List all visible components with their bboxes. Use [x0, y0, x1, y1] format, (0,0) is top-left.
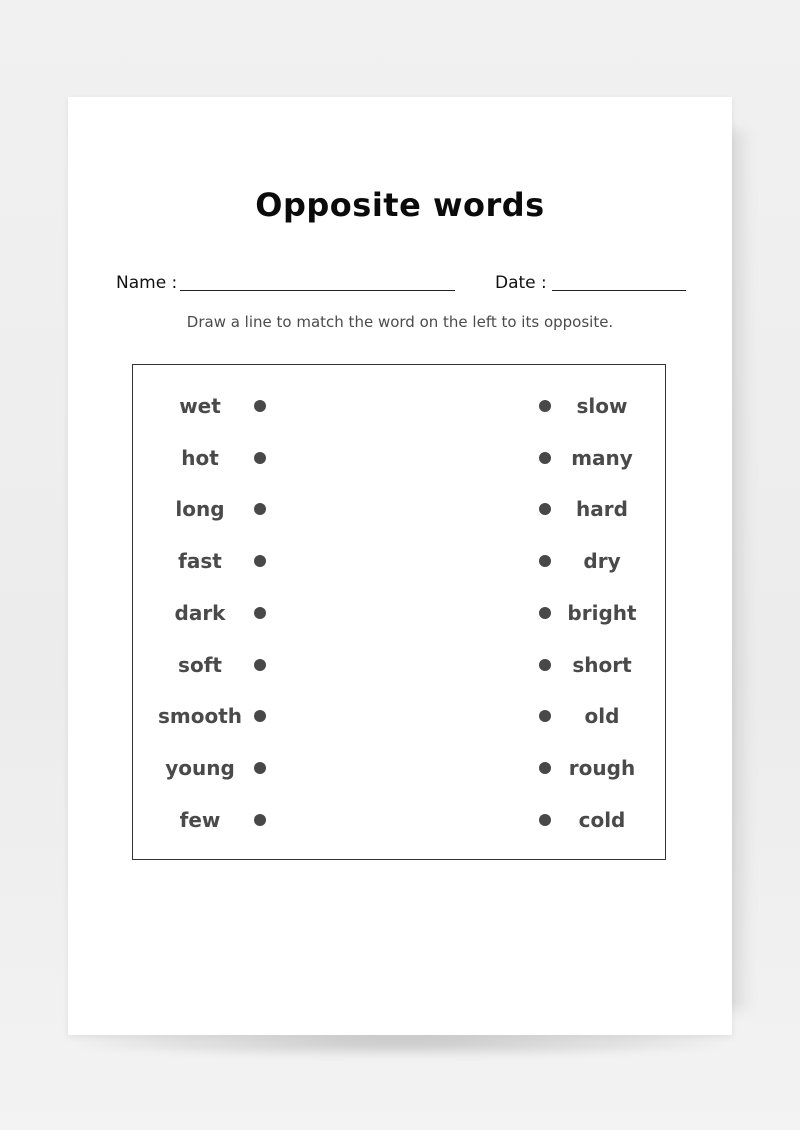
- left-dot-icon[interactable]: [254, 452, 266, 464]
- left-word: young: [165, 756, 235, 780]
- right-word: slow: [576, 394, 628, 418]
- left-word: soft: [178, 653, 222, 677]
- left-word: few: [179, 808, 221, 832]
- left-word: fast: [178, 549, 222, 573]
- right-word: short: [572, 653, 632, 677]
- right-word: old: [584, 704, 620, 728]
- worksheet-title: Opposite words: [255, 186, 545, 224]
- right-word: cold: [578, 808, 626, 832]
- left-dot-icon[interactable]: [254, 607, 266, 619]
- left-dot-icon[interactable]: [254, 762, 266, 774]
- left-dot-icon[interactable]: [254, 555, 266, 567]
- left-word: dark: [174, 601, 226, 625]
- name-label: Name :: [116, 273, 178, 293]
- left-dot-icon[interactable]: [254, 659, 266, 671]
- left-dot-icon[interactable]: [254, 814, 266, 826]
- instructions-text: Draw a line to match the word on the left to its opposite.: [186, 313, 614, 331]
- left-word: long: [175, 497, 225, 521]
- left-word: smooth: [157, 704, 243, 728]
- right-word: dry: [583, 549, 621, 573]
- date-line-field[interactable]: [552, 290, 686, 291]
- left-dot-icon[interactable]: [254, 710, 266, 722]
- left-dot-icon[interactable]: [254, 503, 266, 515]
- right-word: many: [571, 446, 633, 470]
- right-word: bright: [567, 601, 637, 625]
- name-line-field[interactable]: [180, 290, 455, 291]
- left-dot-icon[interactable]: [254, 400, 266, 412]
- left-word: hot: [181, 446, 219, 470]
- date-label: Date :: [495, 273, 547, 293]
- left-word: wet: [179, 394, 221, 418]
- right-word: hard: [576, 497, 628, 521]
- right-word: rough: [568, 756, 636, 780]
